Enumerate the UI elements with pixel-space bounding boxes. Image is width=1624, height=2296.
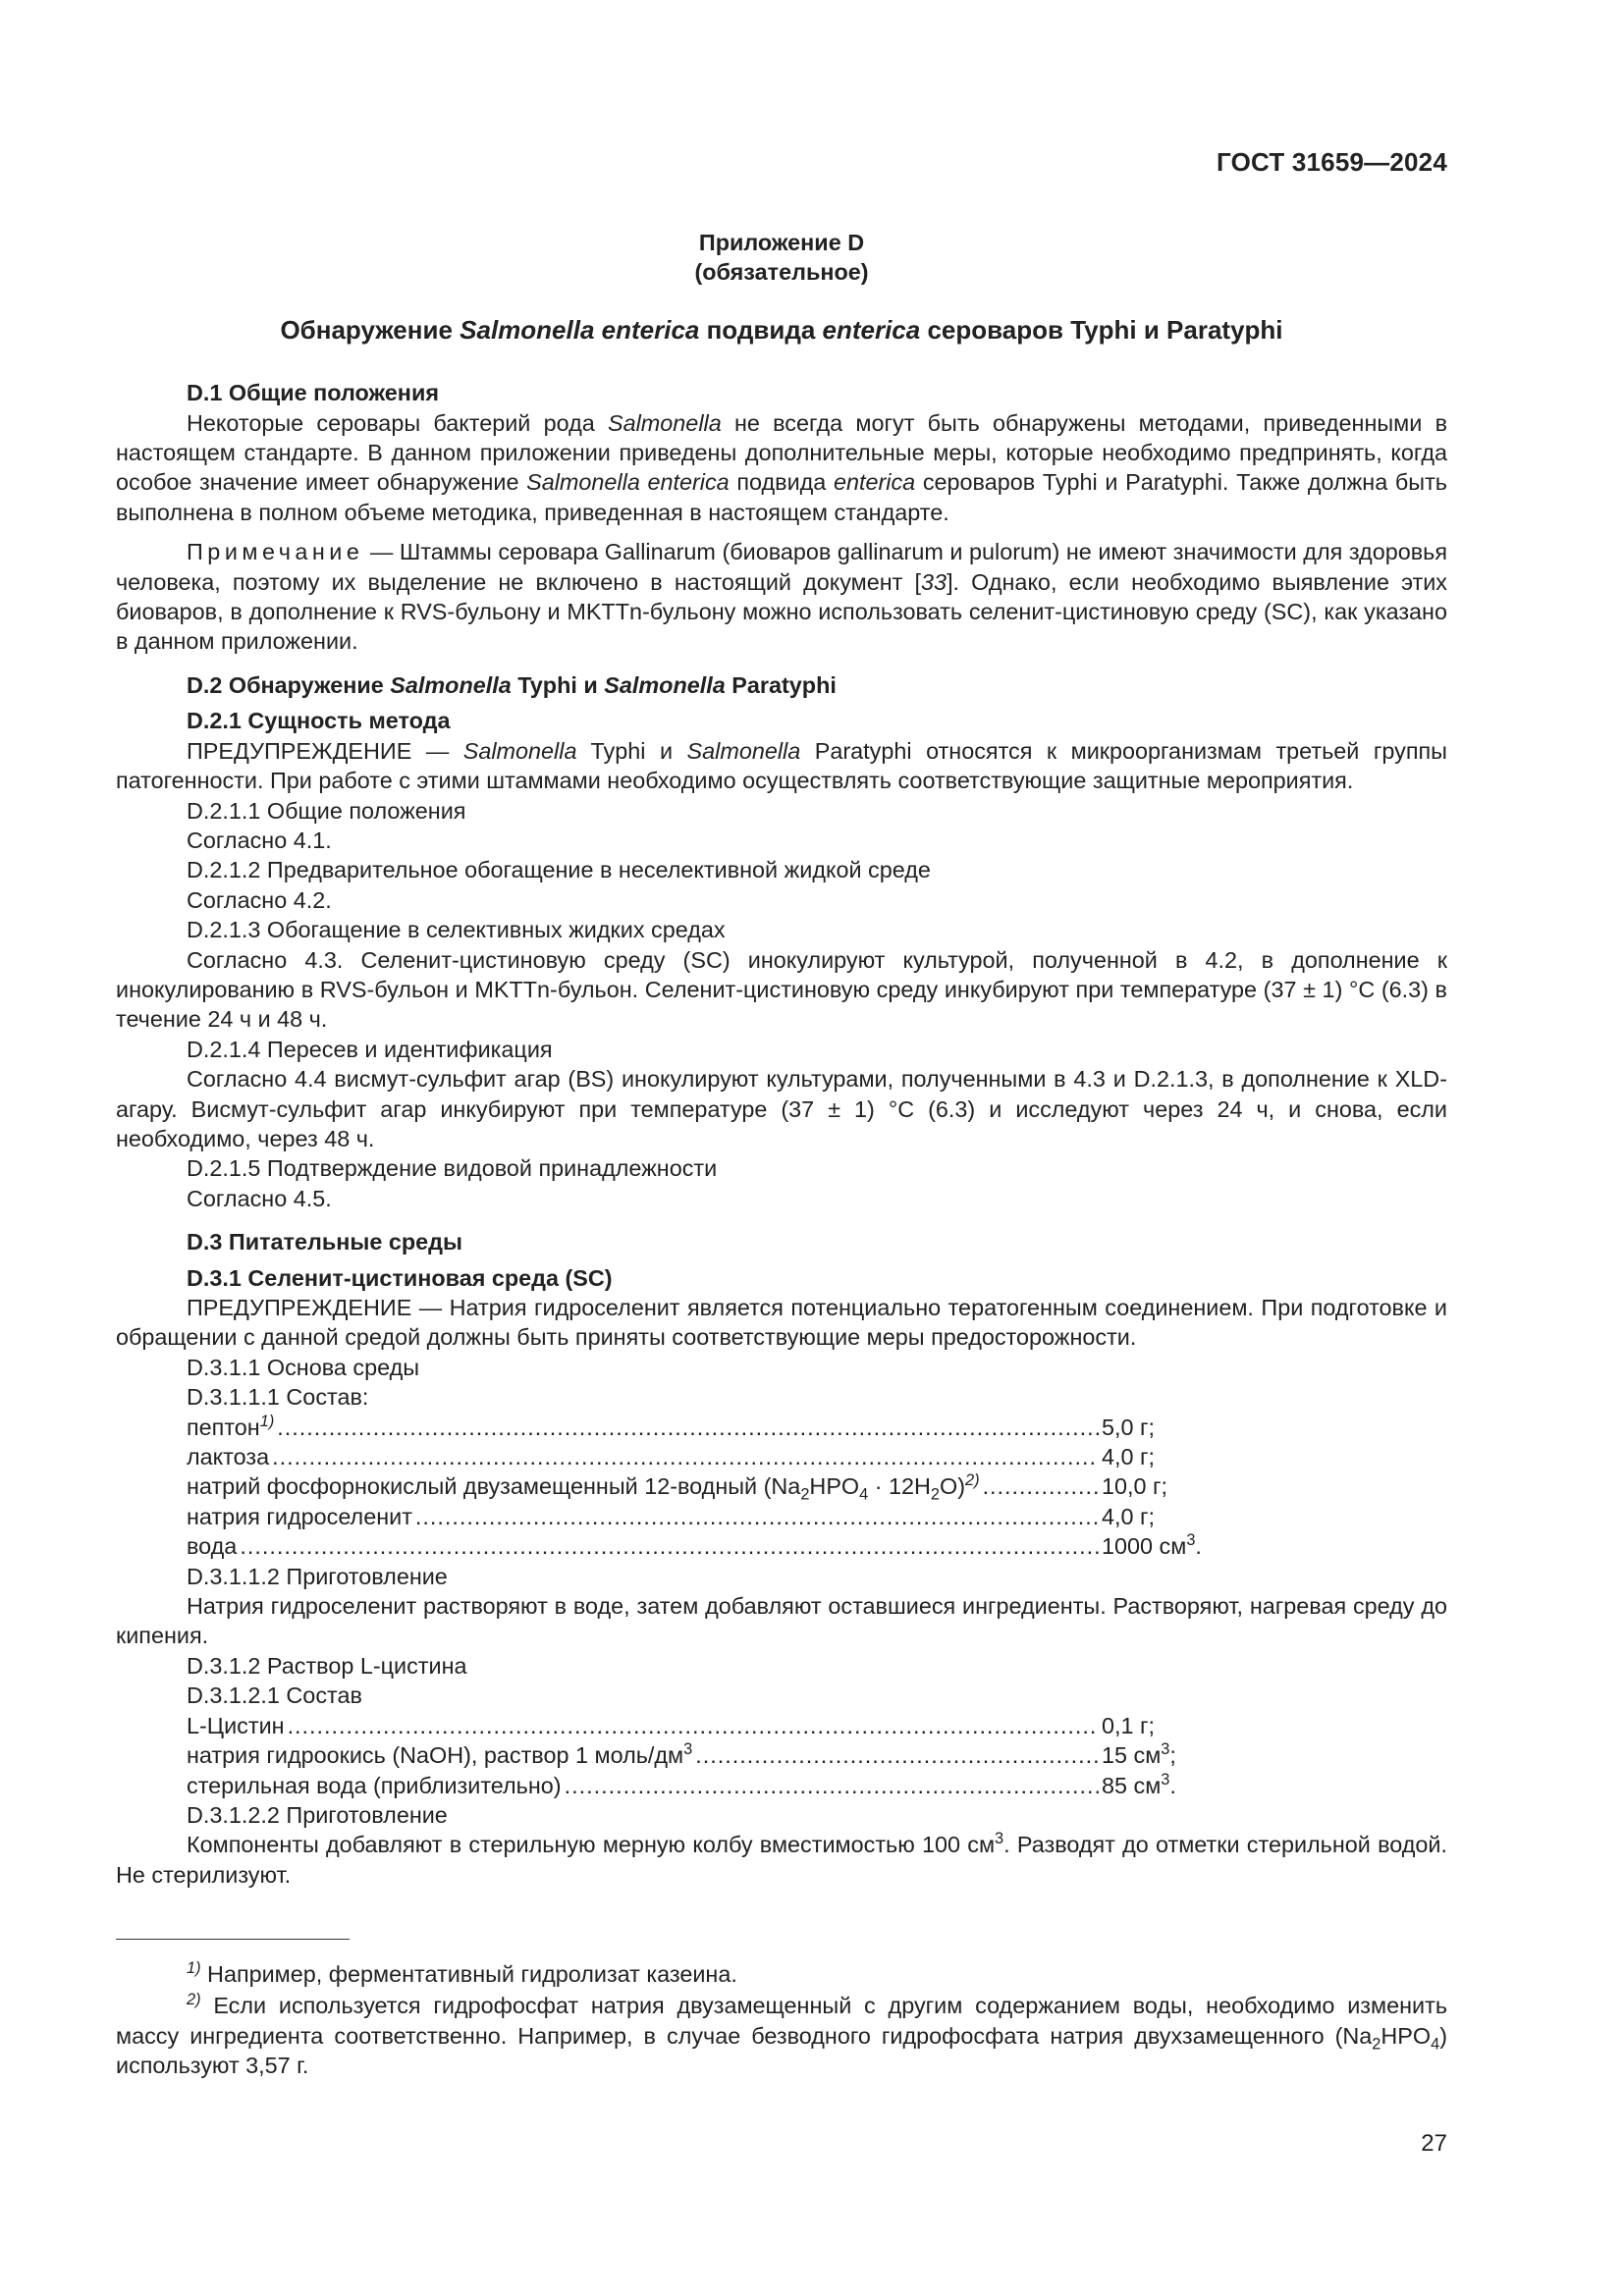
page-number: 27: [1421, 2130, 1447, 2157]
subsection-d214: D.2.1.4 Пересев и идентификация: [187, 1036, 553, 1062]
paragraph-d31-warning: ПРЕДУПРЕЖДЕНИЕ — Натрия гидроселенит является потенциально тератогенным соединением. При подготовке и обращении с данной средой должны быть приняты соответствующие меры предосторожности.: [116, 1295, 1447, 1351]
ingredient-name: натрий фосфорнокислый двузамещенный 12-водный $(Na_2HPO_4 \cdot 12H_2O)^{2)}$: [187, 1471, 980, 1505]
ingredient-name: лактоза: [187, 1444, 270, 1470]
leader-dots: [415, 1502, 1099, 1531]
subsection-d212: D.2.1.2 Предварительное обогащение в неселективной жидкой среде: [187, 857, 931, 883]
section-heading-d2: D.2 Обнаружение Salmonella Typhi и Salmonella Paratyphi: [187, 671, 837, 698]
ingredient-name: пептон$^{1)}$: [187, 1412, 275, 1440]
note-label: Примечание: [187, 539, 364, 565]
ingredient-row: [187, 1471, 1208, 1505]
ingredient-name: вода: [187, 1533, 238, 1560]
leader-dots: [277, 1413, 1099, 1442]
subsection-d215: D.2.1.5 Подтверждение видовой принадлежности: [187, 1155, 718, 1182]
ingredient-row: [187, 1502, 1208, 1531]
paragraph-d1-note: Примечание — Штаммы серовара Gallinarum (биоваров gallinarum и pulorum) не имеют значимости для здоровья человека, поэтому их выделение не включено в настоящий документ [33]. Однако, если необходимо выявление этих биоваров, в дополнение к RVS-бульону и MKTTn-бульону можно использовать селенит-цистиновую среду (SC), как указано в данном приложении.: [116, 539, 1447, 655]
title-italic-subspecies: enterica: [822, 314, 921, 345]
ingredient-name: натрия гидроселенит: [187, 1503, 412, 1529]
footnote-2: $^{2)}$ Если используется гидрофосфат натрия двузамещенный с другим содержанием воды, необходимо изменить массу ингредиента соответственно. Например, в случае безводного гидрофосфата натрия двухзамещенного $(Na_2HPO_4)$ используют 3,57 г.: [116, 1991, 1447, 2079]
annex-title: [116, 315, 1447, 345]
subsection-d3122: D.3.1.2.2 Приготовление: [187, 1801, 448, 1828]
paragraph-d3112: Натрия гидроселенит растворяют в воде, затем добавляют оставшиеся ингредиенты. Растворяют, нагревая среду до кипения.: [116, 1593, 1447, 1649]
leader-dots: [272, 1442, 1099, 1471]
title-text: подвида: [699, 314, 823, 345]
ingredient-amount: 4,0 г;: [1102, 1444, 1156, 1470]
title-text: сероваров Typhi и Paratyphi: [920, 314, 1283, 345]
ingredient-amount: 15 $см^3$;: [1102, 1740, 1176, 1769]
subsection-d311: D.3.1.1 Основа среды: [187, 1354, 420, 1380]
leader-dots: [288, 1711, 1099, 1740]
ingredient-amount: 1000 $см^3$.: [1102, 1531, 1202, 1560]
ingredient-name: стерильная вода (приблизительно): [187, 1772, 562, 1798]
section-heading-d3: D.3 Питательные среды: [187, 1229, 462, 1255]
ingredient-row: [187, 1413, 1208, 1442]
ingredient-name: натрия гидроокись (NaOH), раствор 1 моль/$дм^3$: [187, 1740, 693, 1769]
leader-dots: [240, 1531, 1099, 1561]
footnote-divider: [116, 1939, 350, 1940]
paragraph-d213: Согласно 4.3. Селенит-цистиновую среду (SC) инокулируют культурой, полученной в 4.2, в дополнение к инокулированию в RVS-бульон и MKTTn-бульон. Селенит-цистиновую среду инкубируют при температуре (37 ± 1) °C (6.3) в течение 24 ч и 48 ч.: [116, 946, 1447, 1033]
footnotes: [116, 1959, 1447, 2083]
annex-label: Приложение D: [698, 230, 865, 255]
footnote-1: $^{1)}$ Например, ферментативный гидролизат казеина.: [187, 1959, 737, 1987]
subsection-d3111: D.3.1.1.1 Состав:: [187, 1384, 369, 1411]
ingredient-amount: 85 $см^3$.: [1102, 1770, 1176, 1798]
ingredient-amount: 5,0 г;: [1102, 1414, 1156, 1440]
paragraph-d214: Согласно 4.4 висмут-сульфит агар (BS) инокулируют культурами, полученными в 4.3 и D.2.1.3, в дополнение к XLD-агару. Висмут-сульфит агар инкубируют при температуре (37 ± 1) °C (6.3) и исследуют через 24 ч, и снова, если необходимо, через 48 ч.: [116, 1066, 1447, 1151]
leader-dots: [565, 1771, 1099, 1800]
ingredient-name: L-Цистин: [187, 1712, 285, 1738]
title-text: Обнаружение: [280, 314, 460, 345]
document-id: ГОСТ 31659—2024: [1217, 147, 1447, 177]
ingredient-row: [187, 1531, 1208, 1561]
subsection-d3112: D.3.1.1.2 Приготовление: [187, 1563, 448, 1589]
section-heading-d1: D.1 Общие положения: [187, 380, 439, 406]
ingredient-row: [187, 1771, 1208, 1800]
paragraph-d1-intro: Некоторые серовары бактерий рода Salmonella не всегда могут быть обнаружены методами, приведенными в настоящем стандарте. В данном приложении приведены дополнительные меры, которые необходимо предпринять, когда особое значение имеет обнаружение Salmonella enterica подвида enterica сероваров Typhi и Paratyphi. Также должна быть выполнена в полном объеме методика, приведенная в настоящем стандарте.: [116, 409, 1447, 525]
paragraph-d21-warning: ПРЕДУПРЕЖДЕНИЕ — Salmonella Typhi и Salmonella Paratyphi относятся к микроорганизмам третьей группы патогенности. При работе с этими штаммами необходимо осуществлять соответствующие защитные мероприятия.: [116, 737, 1447, 794]
ingredient-row: [187, 1740, 1208, 1770]
paragraph-d3122: Компоненты добавляют в стерильную мерную колбу вместимостью 100 $см^3$. Разводят до отметки стерильной водой. Не стерилизуют.: [116, 1830, 1447, 1888]
leader-dots: [983, 1471, 1099, 1501]
subsection-d213: D.2.1.3 Обогащение в селективных жидких средах: [187, 917, 726, 943]
page-content: [116, 228, 1447, 1890]
subsection-d312: D.3.1.2 Раствор L-цистина: [187, 1652, 467, 1679]
annex-header: [116, 228, 1447, 288]
subsection-d3121: D.3.1.2.1 Состав: [187, 1682, 362, 1709]
section-heading-d21: D.2.1 Сущность метода: [187, 708, 451, 734]
text-line: Согласно 4.5.: [187, 1185, 332, 1211]
annex-status: (обязательное): [694, 259, 869, 286]
text-line: Согласно 4.1.: [187, 827, 332, 853]
ingredient-amount: 4,0 г;: [1102, 1503, 1156, 1529]
section-heading-d31: D.3.1 Селенит-цистиновая среда (SC): [187, 1264, 613, 1291]
text-line: Согласно 4.2.: [187, 886, 332, 913]
ingredient-row: [187, 1442, 1208, 1471]
subsection-d211: D.2.1.1 Общие положения: [187, 797, 466, 824]
ingredient-amount: 0,1 г;: [1102, 1712, 1156, 1738]
leader-dots: [695, 1740, 1099, 1770]
ingredient-amount: 10,0 г;: [1102, 1473, 1168, 1500]
title-italic-species: Salmonella enterica: [460, 314, 700, 345]
ingredient-row: [187, 1711, 1208, 1740]
